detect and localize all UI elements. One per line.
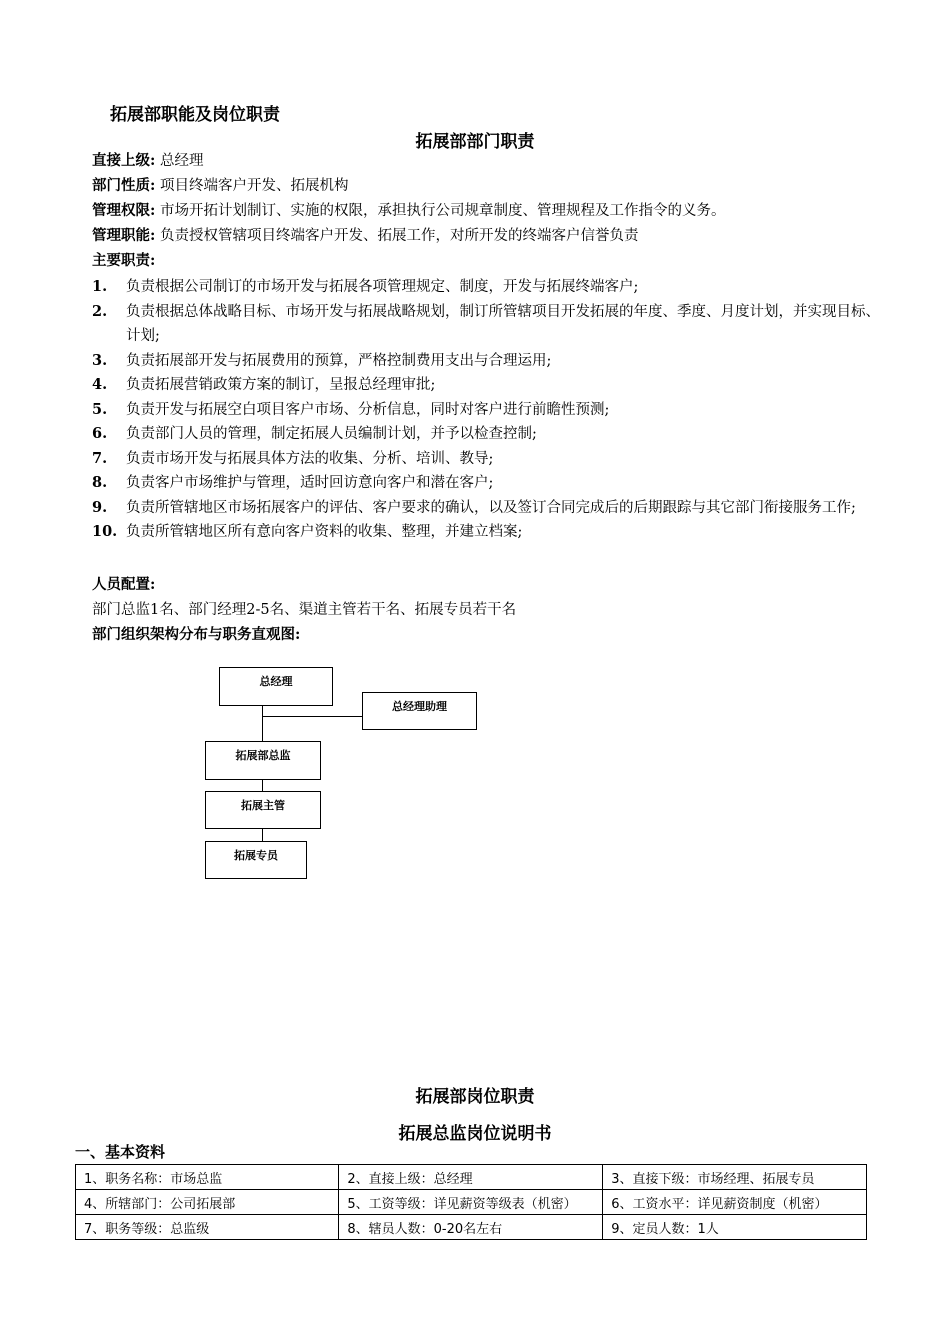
staffing-text: 部门总监1名、部门经理2-5名、渠道主管若干名、拓展专员若干名 — [92, 602, 517, 618]
table-cell: 2、直接上级：总经理 — [339, 1165, 603, 1190]
post-doc-title: 拓展总监岗位说明书 — [398, 1124, 552, 1144]
info-value: 市场开拓计划制订、实施的权限，承担执行公司规章制度、管理规程及工作指令的义务。 — [159, 203, 726, 219]
duty-item — [92, 447, 882, 472]
duty-text: 负责客户市场维护与管理，适时回访意向客户和潜在客户; — [126, 475, 494, 491]
duty-text: 负责拓展营销政策方案的制订，呈报总经理审批; — [126, 377, 436, 393]
info-value: 总经理 — [159, 153, 204, 169]
post-section-title: 拓展部岗位职责 — [415, 1087, 535, 1107]
table-cell: 8、辖员人数：0-20名左右 — [339, 1215, 603, 1240]
basic-info-heading: 一、基本资料 — [75, 1143, 166, 1161]
duty-number: 2. — [92, 302, 108, 320]
org-chart-label: 部门组织架构分布与职务直观图: — [92, 626, 301, 643]
info-line-supervisor — [92, 151, 203, 171]
info-label: 管理职能: — [92, 227, 156, 244]
duty-item — [92, 496, 882, 521]
duty-number: 8. — [92, 474, 108, 491]
duty-text: 负责所管辖地区市场拓展客户的评估、客户要求的确认，以及签订合同完成后的后期跟踪与其它部门衔接服务工作; — [126, 499, 856, 516]
duty-item — [92, 520, 882, 545]
info-label: 直接上级: — [92, 152, 156, 169]
duty-text: 负责开发与拓展空白项目客户市场、分析信息，同时对客户进行前瞻性预测; — [126, 401, 610, 418]
duty-text: 负责拓展部开发与拓展费用的预算，严格控制费用支出与合理运用; — [126, 352, 552, 369]
org-box-assistant: 总经理助理 — [362, 692, 477, 730]
duty-number: 10. — [92, 523, 118, 540]
info-label: 管理权限: — [92, 202, 156, 219]
org-connector — [262, 829, 263, 841]
info-line-authority — [92, 201, 725, 221]
org-connector — [262, 706, 263, 741]
info-value: 负责授权管辖项目终端客户开发、拓展工作，对所开发的终端客户信誉负责 — [159, 228, 639, 244]
duty-number: 1. — [92, 278, 108, 295]
dept-section-title: 拓展部部门职责 — [415, 132, 535, 152]
org-box-gm: 总经理 — [219, 667, 333, 706]
table-row — [76, 1215, 867, 1240]
info-line-nature — [92, 176, 348, 196]
document-title: 拓展部职能及岗位职责 — [110, 105, 280, 125]
org-connector — [262, 780, 263, 791]
duty-text: 负责部门人员的管理，制定拓展人员编制计划，并予以检查控制; — [126, 426, 537, 442]
table-cell: 7、职务等级：总监级 — [76, 1215, 339, 1240]
table-row — [76, 1165, 867, 1190]
org-box-specialist: 拓展专员 — [205, 841, 307, 879]
org-box-supervisor: 拓展主管 — [205, 791, 321, 829]
table-cell: 3、直接下级：市场经理、拓展专员 — [603, 1165, 867, 1190]
duty-number: 3. — [92, 351, 108, 369]
staffing-label: 人员配置: — [92, 576, 156, 593]
duty-item — [92, 471, 882, 496]
table-row — [76, 1190, 867, 1215]
org-box-director: 拓展部总监 — [205, 741, 321, 780]
duty-text: 负责所管辖地区所有意向客户资料的收集、整理，并建立档案; — [126, 524, 523, 540]
duties-label: 主要职责: — [92, 252, 156, 269]
table-cell: 1、职务名称：市场总监 — [76, 1165, 339, 1190]
duty-text: 负责根据公司制订的市场开发与拓展各项管理规定、制度，开发与拓展终端客户; — [126, 279, 639, 295]
table-cell: 9、定员人数：1人 — [603, 1215, 867, 1240]
duty-text: 负责根据总体战略目标、市场开发与拓展战略规划，制订所管辖项目开发拓展的年度、季度、月度计划，并实现目标、计划; — [126, 303, 880, 344]
duty-item — [92, 373, 882, 398]
basic-info-table — [75, 1164, 867, 1240]
duty-number: 4. — [92, 376, 108, 393]
org-connector — [262, 716, 362, 717]
info-label: 部门性质: — [92, 177, 156, 194]
duty-number: 7. — [92, 449, 108, 467]
duty-item — [92, 398, 882, 423]
info-line-function — [92, 226, 638, 246]
duty-number: 5. — [92, 400, 108, 418]
duty-text: 负责市场开发与拓展具体方法的收集、分析、培训、教导; — [126, 450, 494, 467]
duties-list — [92, 275, 882, 545]
table-cell: 4、所辖部门：公司拓展部 — [76, 1190, 339, 1215]
duty-number: 9. — [92, 498, 108, 516]
duty-item — [92, 422, 882, 447]
table-cell: 6、工资水平：详见薪资制度（机密） — [603, 1190, 867, 1215]
table-cell: 5、工资等级：详见薪资等级表（机密） — [339, 1190, 603, 1215]
duty-item — [92, 300, 882, 349]
duty-item — [92, 349, 882, 374]
duty-number: 6. — [92, 425, 108, 442]
info-value: 项目终端客户开发、拓展机构 — [159, 178, 349, 194]
duty-item — [92, 275, 882, 300]
